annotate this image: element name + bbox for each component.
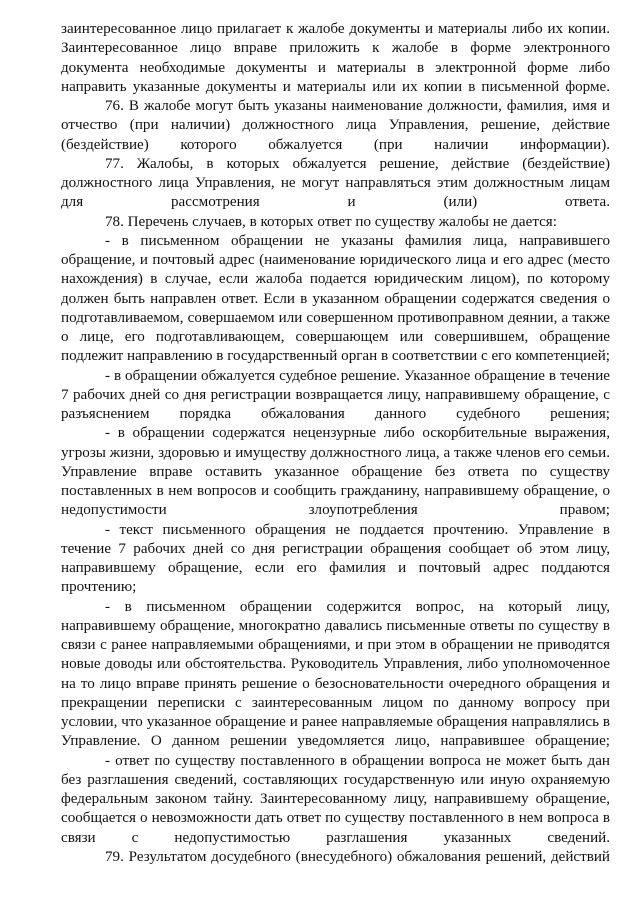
text-line: (бездействие) которого обжалуется (при наличии информации).: [61, 136, 610, 153]
text-line: обращение, и почтовый адрес (наименование юридического лица и его адрес (место: [61, 252, 610, 268]
text-line: на то лицо вправе принять решение о безосновательности очередного обращения и: [61, 675, 610, 692]
list-item-court-decision: [61, 367, 610, 425]
text-line: связи с недопустимостью разглашения указанных сведений.: [61, 829, 610, 846]
paragraph-76: [61, 97, 610, 155]
list-item-secret: [61, 752, 610, 848]
text-line: 77. Жалобы, в которых обжалуется решение, действие (бездействие): [105, 155, 610, 172]
text-line: заинтересованное лицо прилагает к жалобе документы и материалы либо их копии.: [61, 21, 610, 37]
paragraph-79: [61, 848, 610, 867]
text-line: поставленных в нем вопросов и сообщить гражданину, направившему обращение, о: [61, 483, 610, 499]
paragraph-78: [61, 213, 610, 232]
text-line: Заинтересованное лицо вправе приложить к жалобе в форме электронного: [61, 40, 610, 57]
text-line: течение 7 рабочих дней со дня регистрации обращения сообщает об этом лицу,: [61, 540, 610, 557]
text-line: отчество (при наличии) должностного лица Управления, решение, действие: [61, 117, 610, 134]
text-line: направившему обращение, если его фамилия и почтовый адрес поддаются: [61, 560, 610, 576]
text-line: прекращении переписки с заинтересованным лицом по данному вопросу при: [61, 694, 610, 711]
text-line: 79. Результатом досудебного (внесудебного) обжалования решений, действий: [105, 848, 610, 865]
text-line: должен быть направлен ответ. Если в указанном обращении содержатся сведения о: [61, 290, 610, 307]
text-line: Управление вправе оставить указанное обращение без ответа по существу: [61, 463, 610, 480]
list-item-unreadable: [61, 521, 610, 598]
text-line: без разглашения сведений, составляющих государственную или иную охраняемую: [61, 771, 610, 788]
text-line: условии, что указанное обращение и ранее направляемые обращения направлялись в: [61, 714, 610, 730]
text-line: 76. В жалобе могут быть указаны наименование должности, фамилия, имя и: [105, 98, 610, 114]
text-line: недопустимости злоупотребления правом;: [61, 502, 610, 519]
text-line: подготавливаемом, совершаемом или совершенном противоправном деянии, а также: [61, 309, 610, 326]
list-item-obscene: [61, 424, 610, 520]
list-item-repeated: [61, 598, 610, 752]
text-line: нахождения) в случае, если жалоба подается юридическим лицом), по которому: [61, 271, 610, 288]
text-line: федеральным законом тайну. Заинтересованному лицу, направившему обращение,: [61, 791, 610, 807]
text-line: 7 рабочих дней со дня регистрации возвращается лицу, направившему обращение, с: [61, 386, 610, 403]
text-line: документа необходимые документы и материалы в электронной форме либо: [61, 59, 610, 76]
text-line: 78. Перечень случаев, в которых ответ по существу жалобы не дается:: [105, 213, 557, 230]
paragraph-77: [61, 155, 610, 213]
text-line: угрозы жизни, здоровью и имуществу должностного лица, а также членов его семьи.: [61, 444, 610, 461]
text-line: - в обращении содержатся нецензурные либо оскорбительные выражения,: [105, 425, 610, 442]
text-line: подлежит направлению в государственный орган в соответствии с его: [61, 348, 512, 365]
text-line: - в письменном обращении содержится вопрос, на который лицу,: [105, 598, 610, 615]
text-line: сообщается о невозможности дать ответ по существу поставленного в нем вопроса в: [61, 810, 610, 827]
list-item-no-name: [61, 232, 610, 367]
text-line: - ответ по существу поставленного в обращении вопроса не может быть дан: [105, 752, 610, 769]
text-line: новые доводы или обстоятельства. Руководитель Управления, либо уполномоченное: [61, 656, 610, 673]
text-line: - текст письменного обращения не поддается прочтению. Управление в: [105, 521, 610, 538]
text-line: направить указанные документы и материалы или их копии в письменной форме.: [61, 78, 610, 95]
text-line: направившему обращение, многократно давались письменные ответы по существу в: [61, 617, 610, 634]
text-line: связи с ранее направляемыми обращениями, и при этом в обращении не приводятся: [61, 637, 610, 653]
text-line: для рассмотрения и (или) ответа.: [61, 194, 610, 211]
text-line: прочтению;: [61, 579, 137, 596]
text-line: - в письменном обращении не указаны фамилия лица, направившего: [105, 232, 610, 249]
text-line: о лице, его подготавливающем, совершающем или совершившем, обращение: [61, 329, 610, 345]
paragraph-continuation: [61, 20, 610, 97]
text-line: разъяснением порядка обжалования данного судебного решения;: [61, 406, 610, 422]
text-line: Управление. О данном решении уведомляется лицо, направившее обращение;: [61, 733, 610, 750]
text-line: - в обращении обжалуется судебное решение. Указанное обращение в течение: [105, 367, 610, 384]
text-line: компетенцией;: [515, 348, 610, 365]
text-line: должностного лица Управления, не могут направляться этим должностным лицам: [61, 175, 610, 191]
